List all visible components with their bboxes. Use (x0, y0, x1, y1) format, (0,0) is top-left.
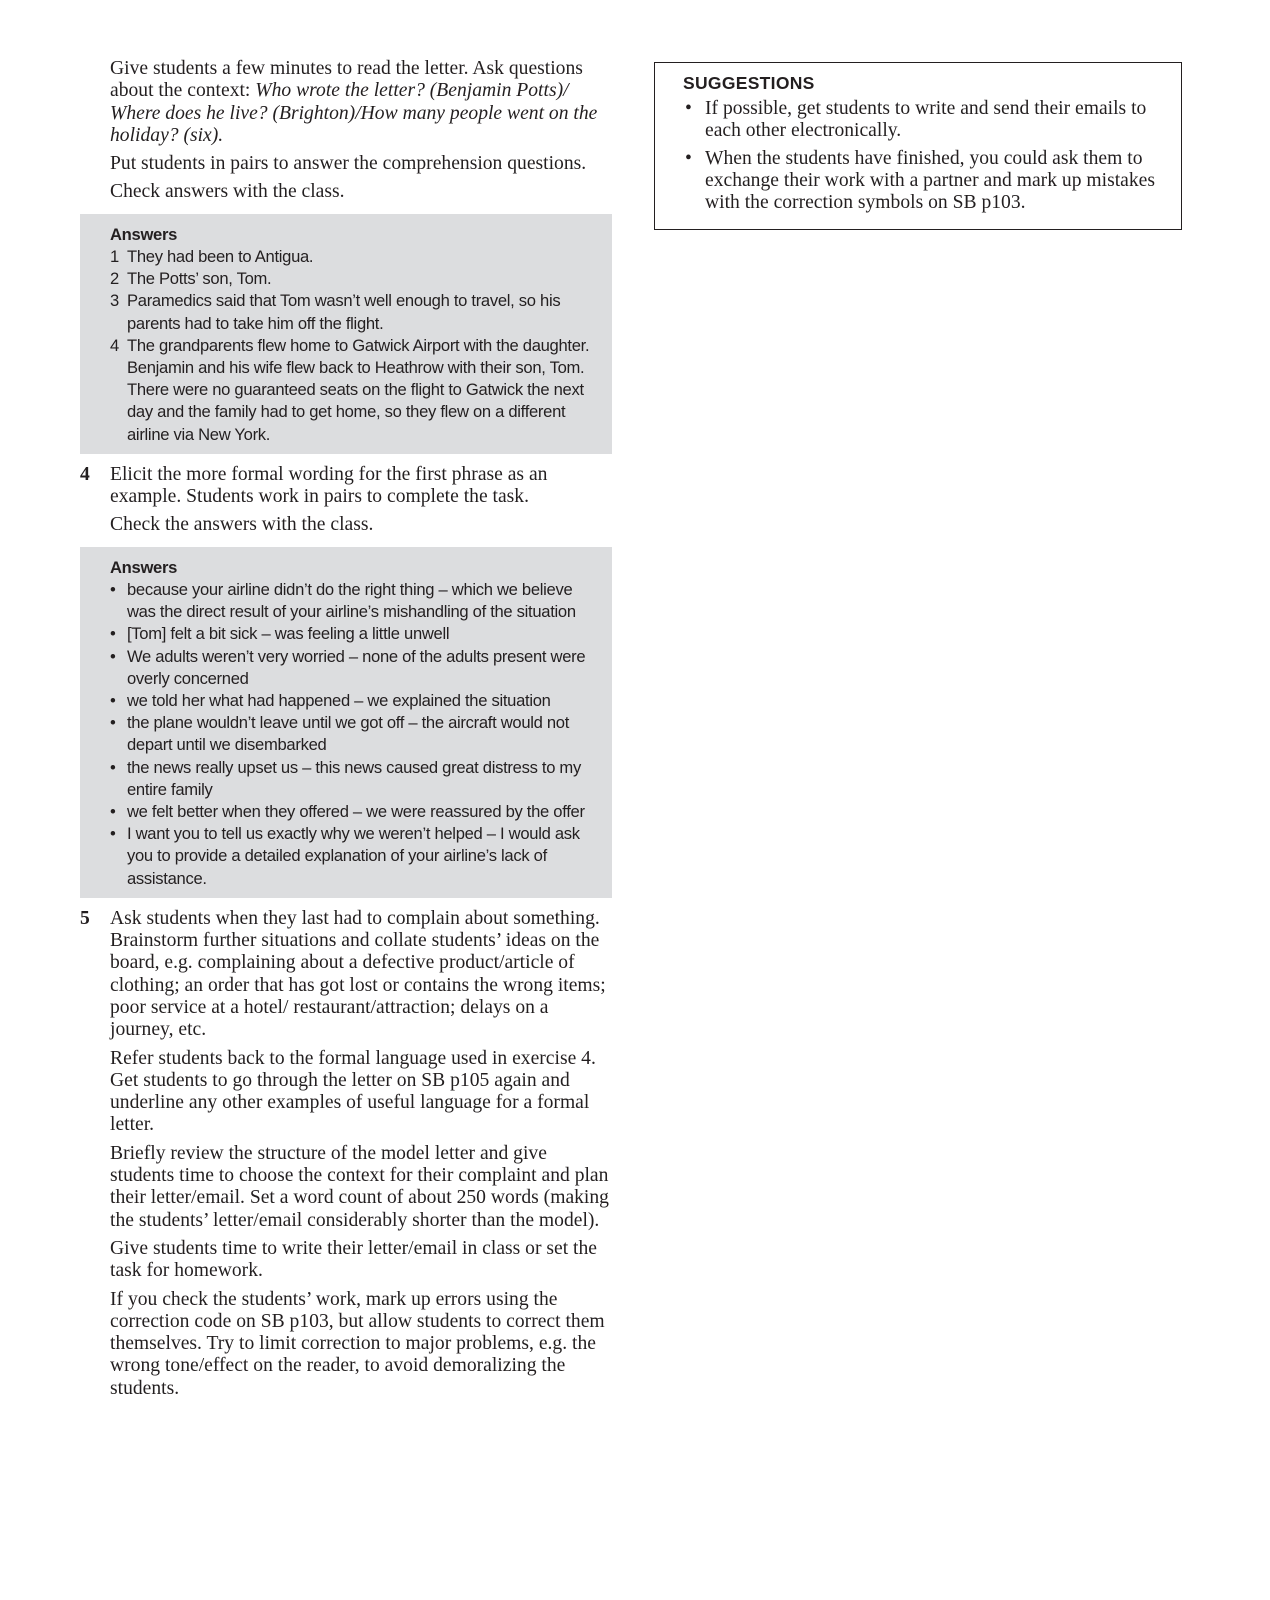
step-5 (80, 908, 612, 1400)
step-5-paragraph: Refer students back to the formal language used in exercise 4. Get students to go through the letter on SB p105 again and underline any other examples of useful language for a formal letter. (110, 1047, 596, 1136)
step-number: 5 (80, 907, 90, 929)
suggestions-list (683, 98, 1163, 214)
answer-bullet-item: • [Tom] felt a bit sick – was feeling a little unwell (110, 624, 450, 644)
intro-paragraph-check: Check answers with the class. (110, 181, 345, 203)
answer-item: 2 The Potts’ son, Tom. (110, 269, 272, 289)
step-4 (80, 464, 612, 537)
suggestions-box (654, 62, 1182, 230)
answers-list (110, 246, 596, 446)
answers-box-comprehension (80, 214, 612, 454)
right-column (654, 62, 1184, 230)
step-5-paragraph: If you check the students’ work, mark up errors using the correction code on SB p103, but allow students to correct them themselves. Try to limit correction to major problems, e.g. the wrong tone/effect on the reader, to avoid demoralizing the students. (110, 1288, 605, 1399)
answer-item: 1 They had been to Antigua. (110, 246, 314, 266)
intro-paragraph-context: Give students a few minutes to read the letter. Ask questions about the context: Who wrote the letter? (Benjamin Potts)/ Where does he live? (Brighton)/How many people went on the holiday? (six). (110, 58, 598, 146)
answers-heading: Answers (110, 224, 178, 244)
left-column (80, 58, 612, 1406)
answer-bullet-item: • because your airline didn’t do the right thing – which we believe was the direct result of your airline’s mishandling of the situation (110, 579, 576, 622)
answer-bullet-item: • We adults weren’t very worried – none of the adults present were overly concerned (110, 646, 586, 688)
suggestions-heading: SUGGESTIONS (683, 73, 815, 93)
intro-paragraph-pairs: Put students in pairs to answer the comprehension questions. (110, 153, 587, 175)
answers-bullet-list (110, 579, 596, 890)
answer-bullet-item: • the plane wouldn’t leave until we got off – the aircraft would not depart until we disembarked (110, 713, 570, 755)
step-number: 4 (80, 463, 90, 485)
answer-bullet-item: • we felt better when they offered – we were reassured by the offer (110, 801, 585, 821)
suggestion-item: • When the students have finished, you could ask them to exchange their work with a partner and mark up mistakes with the correction symbols on SB p103. (685, 147, 1155, 214)
step-4-paragraph: Elicit the more formal wording for the first phrase as an example. Students work in pairs to complete the task. (110, 463, 548, 508)
answers-box-formal-wording (80, 547, 612, 898)
step-4-paragraph: Check the answers with the class. (110, 514, 374, 536)
answer-item: 4 The grandparents flew home to Gatwick Airport with the daughter. Benjamin and his wife flew back to Heathrow with their son, Tom. There were no guaranteed seats on the flight to Gatwick the next day and the family had to get home, so they flew on a different airline via New York. (110, 335, 590, 444)
answer-bullet-item: • we told her what had happened – we explained the situation (110, 690, 551, 710)
step-5-paragraph: Ask students when they last had to complain about something. Brainstorm further situations and collate students’ ideas on the board, e.g. complaining about a defective product/article of clothing; an order that has got lost or contains the wrong items; poor service at a hotel/ restaurant/attraction; delays on a journey, etc. (110, 907, 606, 1041)
answer-item: 3 Paramedics said that Tom wasn’t well enough to travel, so his parents had to take him off the flight. (110, 291, 561, 333)
step-5-paragraph: Give students time to write their letter/email in class or set the task for homework. (110, 1237, 597, 1282)
context-questions: Who wrote the letter? (Benjamin Potts)/ Where does he live? (Brighton)/How many people went on the holiday? (six). (110, 80, 598, 146)
suggestion-item: • If possible, get students to write and send their emails to each other electronically. (685, 98, 1147, 142)
answers-heading: Answers (110, 557, 178, 577)
answer-bullet-item: • I want you to tell us exactly why we weren’t helped – I would ask you to provide a detailed explanation of your airline’s lack of assistance. (110, 824, 580, 888)
answer-bullet-item: • the news really upset us – this news caused great distress to my entire family (110, 757, 581, 799)
step-5-paragraph: Briefly review the structure of the model letter and give students time to choose the context for their complaint and plan their letter/email. Set a word count of about 250 words (making the students’ letter/email considerably shorter than the model). (110, 1142, 609, 1231)
